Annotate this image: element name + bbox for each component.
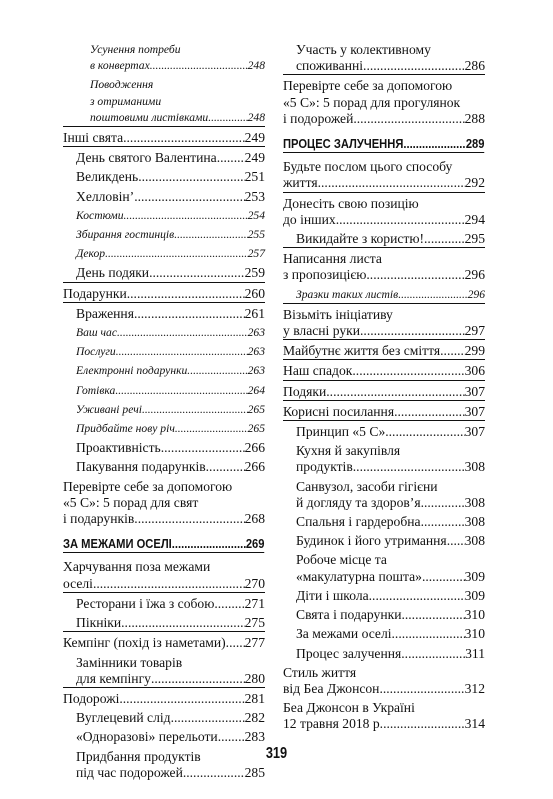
toc-page-number: 263 (247, 326, 265, 340)
toc-entry-line: з отриманими (90, 94, 162, 108)
dot-leader (421, 495, 465, 511)
toc-entry (63, 325, 265, 341)
dot-leader (171, 710, 245, 726)
dot-leader (379, 681, 464, 697)
toc-page-number: 286 (464, 58, 485, 74)
dot-leader (134, 189, 244, 205)
toc-page-number: 265 (247, 402, 265, 416)
dot-leader (403, 136, 465, 152)
toc-entry-line: Перевірте себе за допомогою (283, 78, 453, 94)
toc-entry (283, 646, 485, 662)
toc-page-number: 283 (244, 729, 265, 745)
toc-entry-title: Подарунки (63, 285, 127, 301)
toc-page-number: 248 (247, 59, 265, 73)
toc-entry (63, 227, 265, 243)
toc-entry (63, 286, 265, 303)
toc-entry (63, 208, 265, 224)
dot-leader (117, 325, 248, 341)
toc-entry (283, 588, 485, 604)
toc-entry (63, 130, 265, 147)
toc-page-number: 260 (244, 285, 265, 301)
dot-leader (366, 267, 464, 283)
toc-entry-title: Будинок і його утримання (296, 533, 447, 549)
toc-entry (63, 42, 265, 74)
toc-page-number: 295 (464, 231, 485, 247)
dot-leader (401, 646, 465, 662)
toc-entry-title: «макулатурна пошта» (296, 568, 422, 584)
toc-page-number: 307 (464, 383, 485, 399)
toc-entry-title: і подорожей (283, 110, 354, 126)
toc-entry-title: Подорожі (63, 690, 120, 706)
toc-page-number: 297 (464, 323, 485, 339)
toc-entry-title: Готівка (76, 383, 116, 397)
toc-entry (283, 479, 485, 511)
toc-page-number: 254 (247, 208, 265, 222)
toc-page-number: 277 (244, 635, 265, 651)
toc-entry (283, 404, 485, 421)
toc-page-number: 255 (247, 228, 265, 242)
toc-entry (283, 424, 485, 440)
toc-entry (63, 189, 265, 205)
toc-entry-line: Робоче місце та (296, 552, 387, 568)
toc-page-number: 251 (244, 169, 265, 185)
dot-leader (398, 287, 467, 303)
toc-page-number: 294 (464, 211, 485, 227)
toc-entry-title: Великдень (76, 169, 139, 185)
toc-entry (283, 533, 485, 549)
dot-leader (392, 626, 465, 642)
dot-leader (150, 58, 248, 74)
toc-entry-line: «5 С»: 5 порад для прогулянок (283, 94, 461, 110)
toc-page-number: 270 (244, 575, 265, 591)
toc-entry (283, 514, 485, 530)
toc-entry-title: Враження (76, 305, 134, 321)
toc-entry-line: Харчування поза межами (63, 559, 211, 575)
toc-entry-title: у власні руки (283, 323, 361, 339)
dot-leader (183, 765, 245, 781)
dot-leader (440, 343, 464, 359)
toc-page-number: 281 (244, 690, 265, 706)
toc-page-number: 264 (247, 383, 265, 397)
toc-page-number: 308 (464, 533, 485, 549)
toc-entry (283, 363, 485, 380)
toc-entry (63, 246, 265, 262)
toc-entry (63, 559, 265, 592)
toc-entry (63, 459, 265, 475)
toc-section-heading (63, 536, 265, 553)
toc-entry-title: ЗА МЕЖАМИ ОСЕЛІ (63, 536, 172, 552)
toc-section-heading (283, 136, 485, 153)
toc-page-number: 310 (464, 626, 485, 642)
toc-entry-title: ПРОЦЕС ЗАЛУЧЕННЯ (283, 136, 404, 152)
toc-page-number: 269 (245, 536, 265, 552)
toc-entry-line: Санвузол, засоби гігієни (296, 478, 438, 494)
dot-leader (174, 227, 247, 243)
toc-entry (283, 626, 485, 642)
dot-leader (119, 691, 244, 707)
toc-entry-line: Усунення потреби (90, 43, 181, 56)
toc-entry (283, 159, 485, 192)
toc-entry (283, 78, 485, 127)
dot-leader (172, 536, 246, 552)
dot-leader (383, 716, 465, 732)
dot-leader (336, 212, 465, 228)
toc-entry (283, 443, 485, 475)
dot-leader (447, 533, 465, 549)
toc-entry-title: Ресторани і їжа з собою (76, 595, 215, 611)
dot-leader (363, 58, 465, 74)
toc-entry-title: День святого Валентина (76, 150, 217, 166)
dot-leader (138, 169, 244, 185)
toc-page-number: 265 (247, 422, 265, 436)
dot-leader (217, 150, 245, 166)
toc-entry-line: Участь у колективному (296, 42, 431, 57)
toc-entry (283, 700, 485, 732)
toc-entry (283, 231, 485, 248)
dot-leader (369, 588, 465, 604)
toc-entry (283, 42, 485, 75)
toc-entry (63, 710, 265, 726)
toc-entry (63, 306, 265, 322)
toc-page-number: 308 (464, 459, 485, 475)
toc-entry-title: Спальня і гардеробна (296, 514, 421, 530)
dot-leader (422, 569, 465, 585)
toc-entry-title: Діти і школа (296, 587, 369, 603)
toc-entry-line: Будьте послом цього способу (283, 159, 453, 175)
toc-entry-title: Вуглецевий слід (76, 710, 171, 726)
toc-page-number: 292 (464, 175, 485, 191)
toc-entry (63, 479, 265, 528)
toc-entry-title: Пакування подарунків (76, 459, 206, 475)
dot-leader (116, 344, 248, 360)
toc-page-number: 285 (244, 764, 265, 780)
toc-page-number: 309 (464, 587, 485, 603)
toc-page-number: 296 (464, 267, 485, 283)
toc-page-number: 259 (244, 265, 265, 281)
toc-entry-title: Наш спадок (283, 363, 353, 379)
toc-entry (63, 691, 265, 707)
toc-entry (63, 363, 265, 379)
dot-leader (175, 421, 248, 437)
toc-entry-line: Поводження (90, 78, 154, 92)
dot-leader (394, 404, 465, 420)
toc-page-number: 271 (244, 595, 265, 611)
toc-page-number: 309 (464, 568, 485, 584)
toc-entry-title: в конвертах (90, 59, 150, 73)
toc-entry-line: Стиль життя (283, 664, 357, 680)
dot-leader (124, 208, 248, 224)
toc-entry-title: Костюми (76, 208, 124, 222)
dot-leader (187, 363, 247, 379)
toc-entry-title: Електронні подарунки (76, 364, 188, 378)
toc-page-number: 306 (464, 363, 485, 379)
toc-page-number: 311 (465, 645, 485, 661)
toc-page-number: 307 (464, 424, 485, 440)
toc-page-number: 307 (464, 403, 485, 419)
toc-entry (283, 307, 485, 340)
toc-page-number: 266 (244, 459, 265, 475)
toc-entry-title: Інші свята (63, 130, 124, 146)
toc-page-number: 299 (464, 343, 485, 359)
toc-entry-title: Послуги (76, 345, 116, 359)
dot-leader (123, 130, 244, 146)
dot-leader (206, 459, 245, 475)
toc-entry (283, 607, 485, 623)
toc-entry (283, 384, 485, 401)
toc-page-number: 296 (467, 287, 485, 301)
toc-entry (63, 77, 265, 127)
toc-entry-title: Подяки (283, 383, 327, 399)
toc-entry-title: Придбайте нову річ (76, 422, 175, 436)
toc-entry (63, 265, 265, 282)
toc-entry-title: День подяки (76, 265, 150, 281)
dot-leader (421, 514, 465, 530)
toc-page-number: 266 (244, 440, 265, 456)
toc-entry (283, 343, 485, 360)
toc-entry-title: оселі (63, 575, 93, 591)
dot-leader (353, 111, 464, 127)
dot-leader (115, 383, 247, 399)
dot-leader (360, 323, 465, 339)
toc-page-number: 263 (247, 364, 265, 378)
toc-entry-title: і подарунків (63, 511, 135, 527)
toc-page-number: 312 (464, 680, 485, 696)
toc-entry-title: Уживані речі (76, 402, 142, 416)
toc-right-column (283, 42, 485, 736)
dot-leader (105, 246, 248, 262)
toc-entry-title: Процес залучення (296, 645, 402, 661)
dot-leader (121, 615, 244, 631)
toc-entry (63, 421, 265, 437)
toc-entry-line: Візьміть ініціативу (283, 306, 393, 322)
toc-entry (63, 440, 265, 456)
toc-entry (63, 150, 265, 166)
toc-page-number: 268 (244, 511, 265, 527)
toc-entry-title: до інших (283, 211, 336, 227)
dot-leader (352, 363, 464, 379)
dot-leader (226, 635, 245, 651)
toc-entry (63, 402, 265, 418)
toc-page-number: 263 (247, 345, 265, 359)
dot-leader (208, 110, 247, 126)
dot-leader (218, 729, 245, 745)
toc-entry (63, 729, 265, 745)
toc-page-number: 288 (464, 110, 485, 126)
toc-entry-title: Майбутнє життя без сміття (283, 343, 441, 359)
dot-leader (353, 459, 465, 475)
toc-entry (63, 169, 265, 185)
toc-page-number: 280 (244, 670, 265, 686)
toc-entry (63, 383, 265, 399)
toc-entry-title: Пікніки (76, 615, 122, 631)
toc-entry-line: Беа Джонсон в Україні (283, 700, 415, 716)
toc-entry (283, 196, 485, 228)
toc-entry-title: Збирання гостинців (76, 228, 175, 242)
toc-entry-title: Принцип «5 С» (296, 424, 386, 440)
toc-entry-title: Свята і подарунки (296, 607, 402, 623)
toc-page-number: 249 (244, 150, 265, 166)
toc-entry-title: 12 травня 2018 р. (283, 716, 384, 732)
toc-entry-title: «Одноразові» перельоти (76, 729, 218, 745)
dot-leader (401, 607, 464, 623)
toc-page-number: 289 (465, 136, 485, 152)
toc-entry-title: Викидайте з користю! (296, 231, 425, 247)
toc-page-number: 257 (247, 247, 265, 261)
toc-page-number: 308 (464, 494, 485, 510)
toc-entry (63, 615, 265, 632)
toc-page-number: 253 (244, 188, 265, 204)
toc-entry-line: «5 С»: 5 порад для свят (63, 494, 199, 510)
toc-page-number: 249 (244, 130, 265, 146)
toc-left-column (63, 42, 265, 784)
dot-leader (385, 424, 464, 440)
toc-entry (283, 552, 485, 584)
toc-entry (283, 287, 485, 304)
dot-leader (318, 175, 465, 191)
toc-entry-title: Корисні посилання (283, 403, 395, 419)
dot-leader (134, 511, 244, 527)
toc-entry-line: Перевірте себе за допомогою (63, 478, 233, 494)
toc-entry-title: Ваш час (76, 326, 118, 340)
toc-page-number: 248 (247, 110, 265, 124)
dot-leader (326, 384, 464, 400)
toc-entry-title: з пропозицією (283, 267, 367, 283)
toc-entry-line: Написання листа (283, 251, 382, 267)
dot-leader (149, 265, 245, 281)
toc-entry (63, 596, 265, 612)
toc-page-number: 310 (464, 607, 485, 623)
toc-entry (63, 655, 265, 688)
dot-leader (127, 286, 245, 302)
toc-entry-title: Проактивність (76, 440, 161, 456)
toc-entry (283, 665, 485, 697)
toc-entry (63, 635, 265, 651)
toc-entry-title: Зразки таких листів (296, 287, 399, 301)
dot-leader (161, 440, 245, 456)
toc-page-number: 261 (244, 305, 265, 321)
toc-entry-line: Донесіть свою позицію (283, 195, 419, 211)
toc-entry-title: За межами оселі (296, 626, 392, 642)
toc-page-number: 314 (464, 716, 485, 732)
toc-entry-title: поштовими листівками (90, 110, 209, 124)
toc-entry-line: Замінники товарів (76, 654, 183, 670)
toc-entry-title: Декор (76, 247, 106, 261)
toc-entry-line: Кухня й закупівля (296, 443, 401, 459)
dot-leader (424, 231, 465, 247)
toc-entry-title: Кемпінг (похід із наметами) (63, 635, 226, 651)
toc-entry-line: Придбання продуктів (76, 748, 201, 764)
dot-leader (214, 596, 244, 612)
toc-page-number: 282 (244, 710, 265, 726)
toc-entry-title: продуктів (296, 459, 353, 475)
toc-entry-title: від Беа Джонсон (283, 680, 380, 696)
toc-entry-title: споживанні (296, 58, 364, 74)
dot-leader (93, 576, 245, 592)
toc-entry-title: під час подорожей (76, 764, 183, 780)
toc-page-number: 308 (464, 514, 485, 530)
toc-entry-title: життя (283, 175, 318, 191)
toc-entry-title: й догляду та здоров’я (296, 494, 421, 510)
toc-entry-title: Хелловін’ (76, 188, 135, 204)
toc-page-number: 275 (244, 615, 265, 631)
toc-entry (63, 344, 265, 360)
dot-leader (134, 306, 245, 322)
toc-entry (283, 251, 485, 283)
page-number: 319 (265, 745, 288, 762)
dot-leader (151, 671, 245, 687)
toc-entry-title: для кемпінгу (76, 670, 151, 686)
dot-leader (142, 402, 248, 418)
